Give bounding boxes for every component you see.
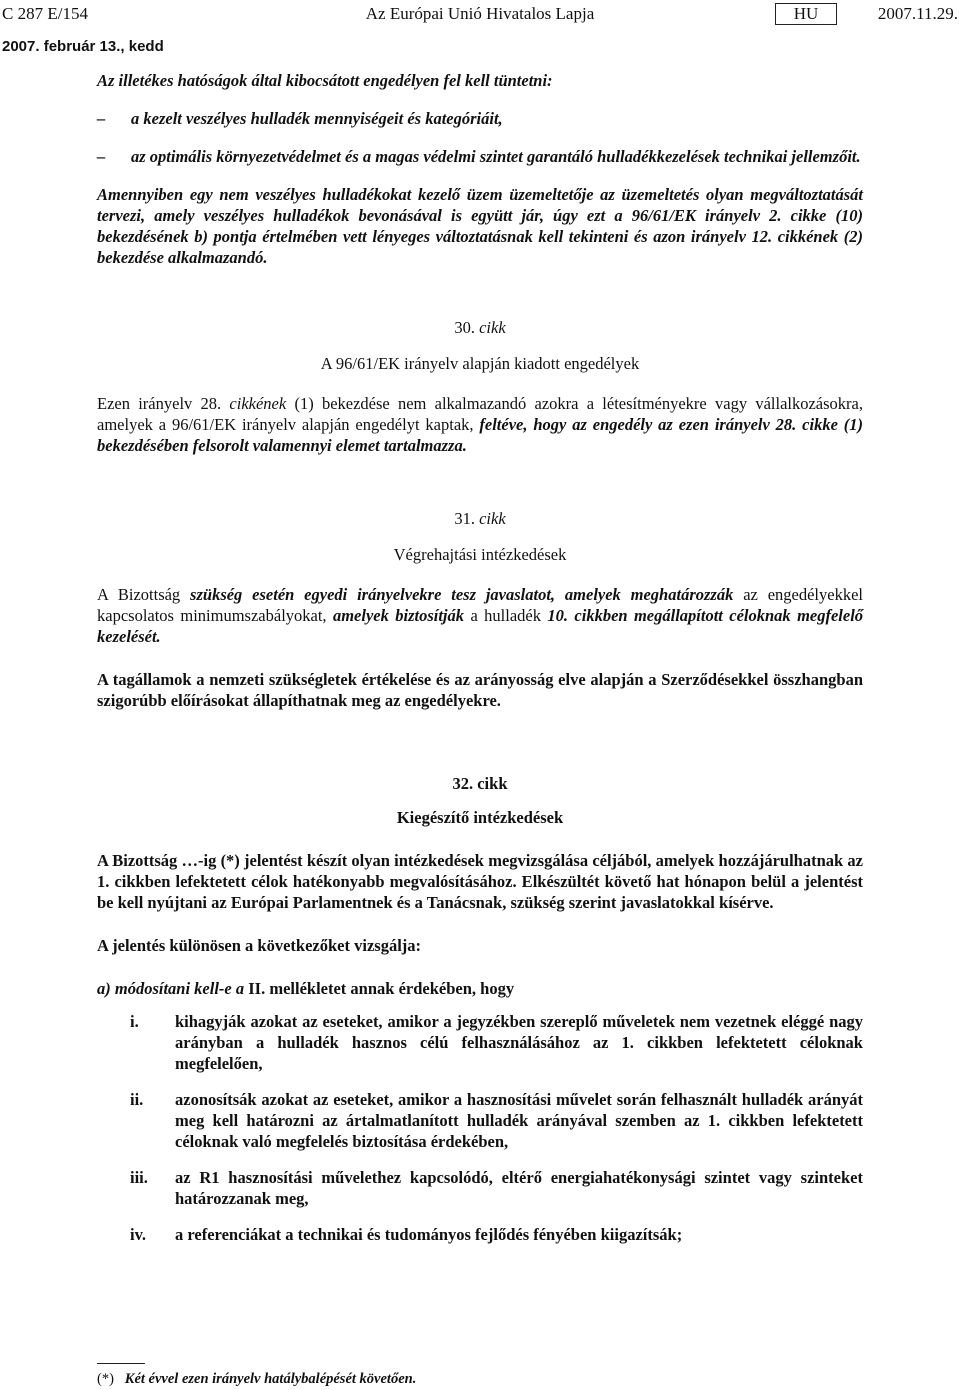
- article-31-title: Végrehajtási intézkedések: [393, 545, 567, 564]
- text-run: (1) bekezdése nem alkalmazandó azokra a létesítményekre vagy vállalkozásokra, amelyek a 96/61/EK irányelv alapján engedélyt kaptak,: [97, 394, 863, 434]
- roman-item-text: azonosítsák azokat az eseteket, amikor a hasznosítási művelet során felhasznált hulladék arányát meg kell határozni az ártalmatlanított hulladék arányával szemben az 1. cikkben lefektetett céloknak való megfelelés biztosítása érdekében,: [175, 1090, 863, 1151]
- roman-numeral: iii.: [130, 1168, 148, 1187]
- roman-list-item: [97, 1167, 863, 1209]
- footnote-mark: (*): [97, 1371, 114, 1387]
- dash-marker: –: [97, 109, 106, 128]
- dash-item-text: az optimális környezetvédelmet és a magas védelmi szintet garantáló hulladékkezelések technikai jellemzőit.: [131, 147, 861, 166]
- article-32-paragraph-2: A jelentés különösen a következőket vizsgálja:: [97, 936, 422, 955]
- roman-list-item: [97, 1224, 863, 1245]
- article-30-title: A 96/61/EK irányelv alapján kiadott engedélyek: [320, 354, 640, 373]
- article-31-paragraph-2: A tagállamok a nemzeti szükségletek értékelése és az arányosság elve alapján a Szerződésekkel összhangban szigorúbb előírásokat állapíthatnak meg az engedélyekre.: [97, 670, 863, 710]
- article-number: 30.: [454, 318, 475, 337]
- article-32-point-a: [97, 978, 863, 999]
- page-header: [0, 2, 960, 26]
- dash-item-text: a kezelt veszélyes hulladék mennyiségeit és kategóriáit,: [131, 109, 503, 128]
- text-run: feltéve, hogy az engedély az ezen irányelv 28. cikke (1) bekezdésében felsorolt valamennyi elemet tartalmazza.: [97, 415, 864, 455]
- publication-date: 2007.11.29.: [877, 4, 958, 23]
- footnote: [97, 1370, 416, 1388]
- text-run: szükség esetén egyedi irányelvekre tesz javaslatot, amelyek meghatározzák: [190, 585, 734, 604]
- text-run: a) módosítani kell-e a: [97, 979, 245, 998]
- text-run: cikkének: [229, 394, 287, 413]
- document-body: [97, 70, 863, 1245]
- roman-numeral: ii.: [130, 1090, 144, 1109]
- text-run: amelyek biztosítják: [332, 606, 465, 625]
- dash-marker: –: [97, 147, 106, 166]
- dash-list-item: [97, 146, 863, 167]
- roman-list-item: [97, 1089, 863, 1152]
- roman-numeral: iv.: [130, 1225, 147, 1244]
- roman-item-text: az R1 hasznosítási művelethez kapcsolódó, eltérő energiahatékonysági szintet vagy szinteket határozzanak meg,: [175, 1168, 863, 1208]
- text-run: az engedélyekkel kapcsolatos minimumszabályokat,: [97, 585, 863, 625]
- article-30-paragraph: [97, 393, 863, 456]
- article-number: 31.: [454, 509, 475, 528]
- language-code-box: HU: [775, 3, 837, 25]
- text-run: A Bizottság: [97, 585, 181, 604]
- intro-paragraph: Az illetékes hatóságok által kibocsátott engedélyen fel kell tüntetni:: [97, 71, 553, 90]
- footnote-text: Két évvel ezen irányelv hatálybalépését követően.: [124, 1371, 417, 1387]
- roman-list-item: [97, 1011, 863, 1074]
- article-word: cikk: [479, 509, 506, 528]
- roman-item-text: kihagyják azokat az eseteket, amikor a jegyzékben szereplő műveletek nem vezetnek eléggé nagy arányban a hulladék hasznos célú felhasználásához az 1. cikkben lefektetett céloknak megfelelően,: [175, 1012, 863, 1073]
- article-32-paragraph-1: A Bizottság …-ig (*) jelentést készít olyan intézkedések megvizsgálása céljából, amelyek hozzájárulhatnak az 1. cikkben lefektetett célok hatékonyabb megvalósításához. Elkészültét követő hat hónapon belül a jelentést be kell nyújtani az Európai Parlamentnek és a Tanácsnak, szükség szerint javaslatokkal kísérve.: [97, 851, 863, 912]
- text-run: 10. cikkben megállapított céloknak megfelelő kezelését.: [97, 606, 864, 646]
- page-reference: C 287 E/154: [2, 4, 88, 23]
- session-date: 2007. február 13., kedd: [2, 38, 164, 55]
- article-32-heading: 32. cikk: [452, 774, 508, 793]
- article-32-title: Kiegészítő intézkedések: [396, 808, 564, 827]
- article-31-heading: [97, 508, 863, 529]
- journal-title: Az Európai Unió Hivatalos Lapja: [365, 4, 595, 23]
- text-run: II. mellékletet annak érdekében, hogy: [248, 979, 515, 998]
- roman-numeral: i.: [130, 1012, 139, 1031]
- article-31-paragraph-1: [97, 584, 863, 647]
- dash-list-item: [97, 108, 863, 129]
- article-30-heading: [97, 317, 863, 338]
- text-run: Ezen irányelv 28.: [97, 394, 222, 413]
- footnote-rule: [97, 1363, 145, 1364]
- article-word: cikk: [479, 318, 506, 337]
- roman-item-text: a referenciákat a technikai és tudományos fejlődés fényében kiigazítsák;: [175, 1225, 683, 1244]
- amendment-paragraph: Amennyiben egy nem veszélyes hulladékokat kezelő üzem üzemeltetője az üzemeltetés olyan megváltoztatását tervezi, amely veszélyes hulladékok bevonásával is együtt jár, úgy ezt a 96/61/EK irányelv 2. cikke (10) bekezdésének b) pontja értelmében vett lényeges változtatásnak kell tekinteni és azon irányelv 12. cikkének (2) bekezdése alkalmazandó.: [97, 185, 863, 267]
- text-run: a hulladék: [470, 606, 541, 625]
